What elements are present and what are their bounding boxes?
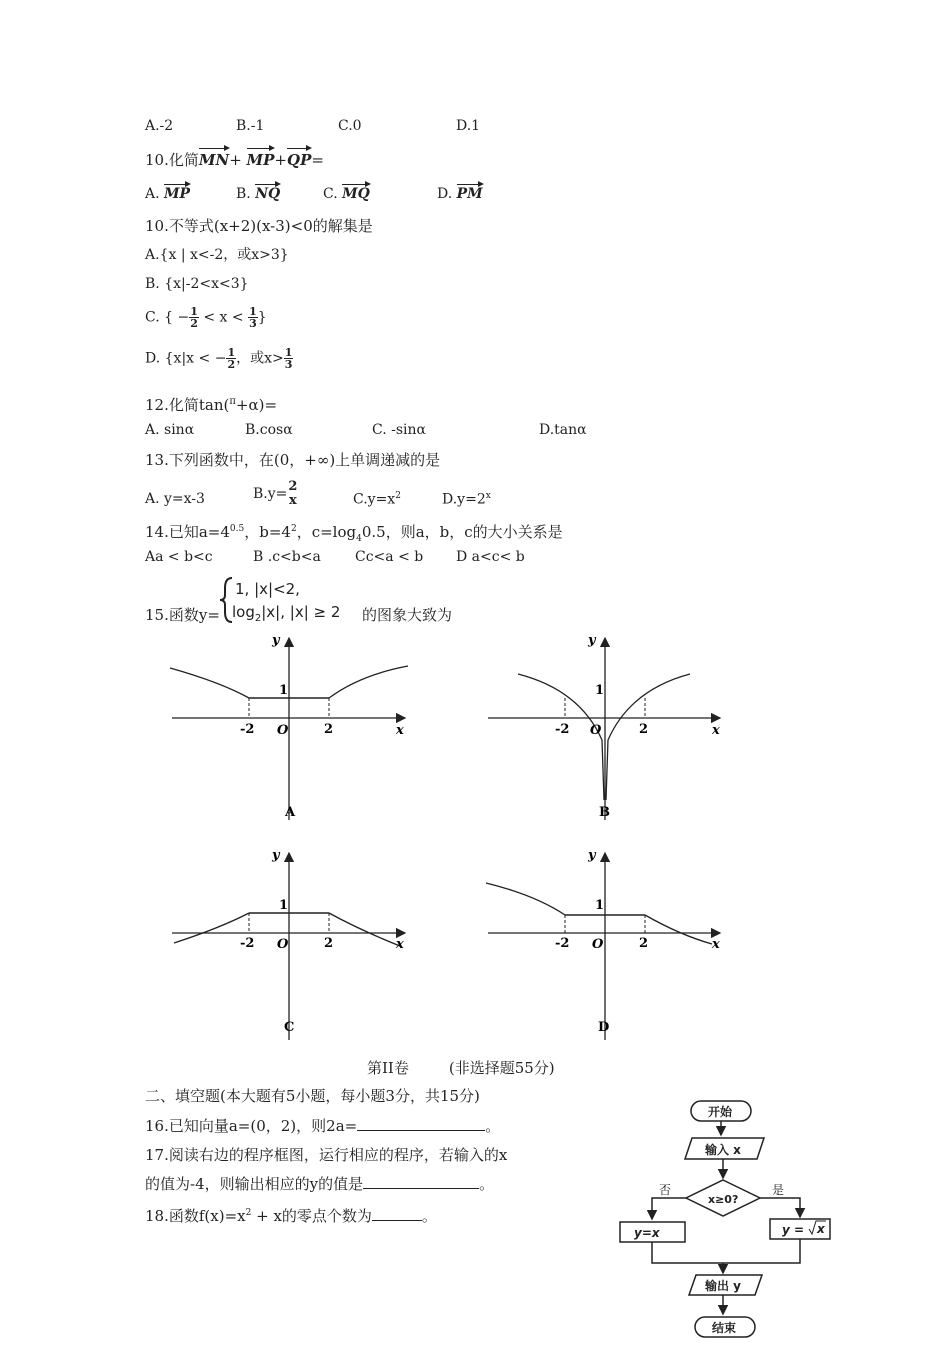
q14-option-b: B .c<b<a: [253, 549, 321, 565]
svg-text:输出 y: 输出 y: [705, 1279, 742, 1293]
q16: 16.已知向量a=(0，2)，则2a= 。: [145, 1117, 501, 1135]
svg-text:-2: -2: [240, 722, 255, 737]
q15-graphs: [150, 630, 750, 1050]
svg-text:结束: 结束: [712, 1321, 737, 1335]
q13-option-a: A. y=x-3: [145, 491, 205, 507]
svg-text:y: y: [272, 848, 280, 863]
svg-text:A: A: [285, 805, 296, 820]
svg-text:y: y: [588, 633, 596, 648]
svg-text:x: x: [712, 723, 720, 738]
svg-text:开始: 开始: [708, 1105, 733, 1119]
q9-option-c: C.0: [338, 118, 362, 134]
svg-text:y: y: [588, 848, 596, 863]
q12-option-a: A. sinα: [145, 422, 195, 438]
graph-d: [486, 848, 720, 1040]
svg-text:D: D: [598, 1020, 610, 1035]
vector-qp: QP: [287, 151, 312, 169]
svg-text:B: B: [599, 805, 610, 820]
svg-text:输入 x: 输入 x: [705, 1143, 741, 1157]
svg-text:1: 1: [279, 898, 289, 913]
vector-mn: MN: [198, 151, 230, 169]
q10-option-b: B. NQ: [236, 186, 281, 202]
q10-option-d: D. PM: [437, 186, 483, 202]
q14-option-a: Aa < b<c: [145, 549, 213, 565]
svg-text:x: x: [396, 723, 404, 738]
svg-text:y: y: [272, 633, 280, 648]
q10-vector-stem: 10.化简MN+ MP+QP=: [145, 151, 324, 169]
q18: 18.函数$f(x)=x^2 + x$的零点个数为 。: [145, 1207, 437, 1225]
q14-stem: 14.已知$a=4^{0.5}$，$b=4^2$，$c=\log_40.5$，则a，b，c的大小关系是: [145, 523, 563, 544]
q10-option-c: C. MQ: [323, 186, 370, 202]
q10-option-b: B. {x|-2<x<3}: [145, 276, 249, 292]
q15-stem-suffix: 的图象大致为: [362, 606, 453, 624]
q13-option-b: B.y= 2 x: [253, 479, 298, 508]
q12-option-c: C. -sinα: [372, 422, 426, 438]
q10-inequality-stem: 10.不等式(x+2)(x-3)<0的解集是: [145, 217, 373, 235]
q17-line-2: 的值为-4，则输出相应的y的值是 。: [145, 1175, 495, 1193]
graph-a: [170, 633, 408, 820]
svg-text:2: 2: [639, 722, 649, 737]
q12-option-d: D.tanα: [539, 422, 587, 438]
svg-text:-2: -2: [240, 936, 255, 951]
svg-text:-2: -2: [555, 722, 570, 737]
svg-text:1: 1: [595, 683, 605, 698]
q14-option-d: D a<c< b: [456, 549, 525, 565]
svg-text:x: x: [817, 1222, 825, 1236]
svg-text:y =: y =: [782, 1223, 805, 1237]
q12-stem: 12.化简tan($^\pi$+α)=: [145, 396, 278, 414]
vector-mp: MP: [246, 151, 275, 169]
q16-answer-blank[interactable]: [357, 1116, 485, 1131]
q15-case-1: 1, |x|<2,: [235, 580, 300, 598]
q10-option-c: C. { − $\frac{1}{2}$ < x < $\frac{1}{3}$ }: [145, 305, 267, 330]
svg-text:1: 1: [279, 683, 289, 698]
svg-text:O: O: [592, 937, 604, 952]
svg-text:O: O: [277, 723, 289, 738]
svg-text:是: 是: [772, 1183, 785, 1197]
q10-option-a: A.{x | x<-2，或x>3}: [145, 247, 289, 263]
q14-option-c: Cc<a < b: [355, 549, 424, 565]
q18-answer-blank[interactable]: [372, 1206, 422, 1221]
svg-text:1: 1: [595, 898, 605, 913]
svg-text:O: O: [277, 937, 289, 952]
q9-option-d: D.1: [456, 118, 481, 134]
q10-option-d: D. {x|x < − $\frac{1}{2}$ ，或x> $\frac{1}{3}$: [145, 346, 293, 371]
q9-option-b: B.-1: [236, 118, 265, 134]
svg-text:否: 否: [659, 1183, 672, 1197]
q13-option-d: $D.y=2^x$: [442, 491, 491, 508]
svg-text:x: x: [396, 937, 404, 952]
svg-text:-2: -2: [555, 936, 570, 951]
graph-b: [488, 633, 720, 820]
svg-text:x≥0?: x≥0?: [708, 1193, 739, 1206]
q17-answer-blank[interactable]: [363, 1174, 479, 1189]
svg-text:x: x: [712, 937, 720, 952]
q15-case-2: $\log_2|x|$, |x| ≥ 2: [232, 603, 341, 624]
q9-option-a: A.-2: [145, 118, 174, 134]
svg-text:2: 2: [324, 936, 334, 951]
fill-in-heading: 二、填空题(本大题有5小题，每小题3分，共15分): [145, 1087, 480, 1105]
q13-option-c: $C.y=x^2$: [353, 491, 401, 508]
svg-text:O: O: [590, 723, 602, 738]
q12-option-b: B.cosα: [245, 422, 293, 438]
flowchart: [612, 1095, 862, 1345]
q15-stem-prefix: 15.函数y=: [145, 606, 220, 624]
section-2-title: 第II卷 (非选择题55分): [367, 1059, 555, 1077]
graph-c: [172, 848, 405, 1040]
svg-text:C: C: [284, 1020, 295, 1035]
svg-text:2: 2: [324, 722, 334, 737]
q17-line-1: 17.阅读右边的程序框图，运行相应的程序，若输入的x: [145, 1146, 508, 1164]
svg-text:2: 2: [639, 936, 649, 951]
svg-text:y=x: y=x: [634, 1226, 660, 1240]
q13-stem: 13.下列函数中，在(0，+∞)上单调递减的是: [145, 451, 441, 469]
q10-option-a: A. MP: [145, 186, 191, 202]
